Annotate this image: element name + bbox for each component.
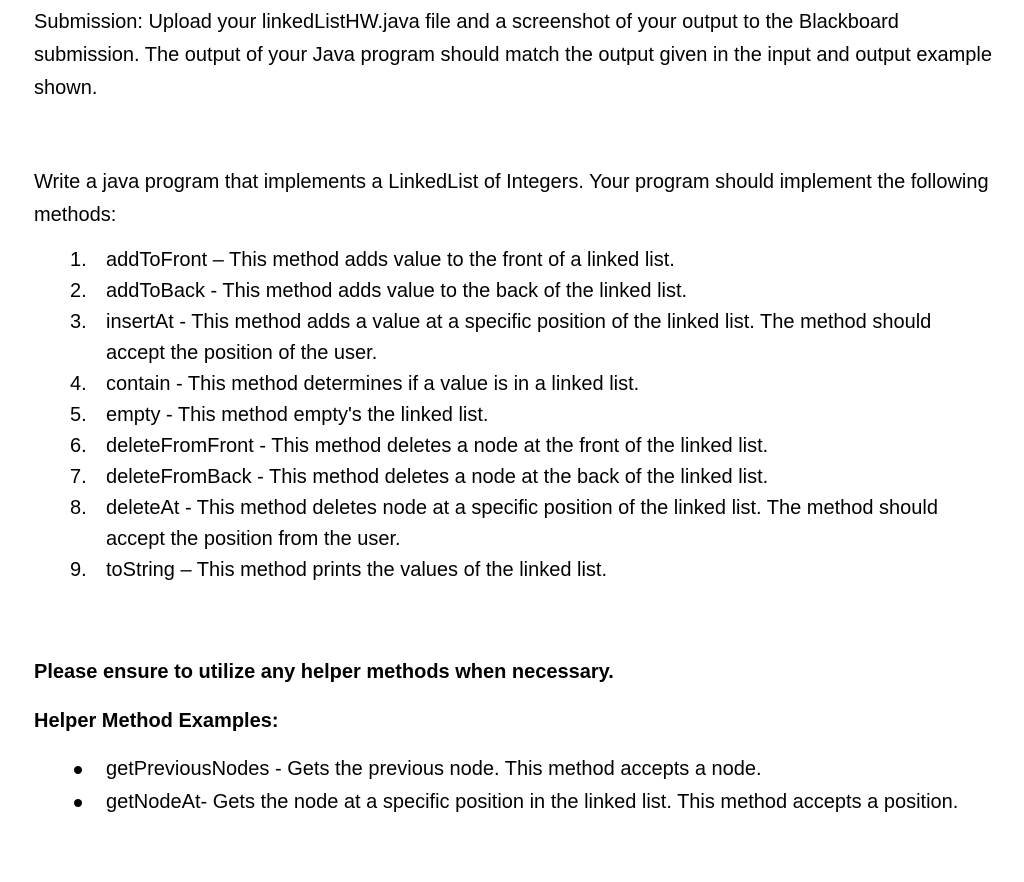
list-item	[34, 369, 984, 400]
bullet-icon	[74, 766, 82, 774]
ensure-note: Please ensure to utilize any helper methods when necessary.	[34, 661, 614, 683]
list-number: 1.	[70, 249, 87, 271]
list-item-text: empty - This method empty's the linked list.	[106, 404, 489, 426]
list-item	[34, 462, 984, 493]
list-item	[34, 555, 984, 586]
intro-paragraph: Write a java program that implements a LinkedList of Integers. Your program should implement the following methods:	[34, 171, 989, 226]
list-item	[34, 245, 984, 276]
list-item	[34, 493, 984, 555]
list-item-text: getPreviousNodes - Gets the previous node. This method accepts a node.	[106, 758, 762, 780]
list-item-text: addToFront – This method adds value to the front of a linked list.	[106, 249, 675, 271]
list-item-text: addToBack - This method adds value to the back of the linked list.	[106, 280, 688, 302]
list-item-text: toString – This method prints the values of the linked list.	[106, 559, 608, 581]
list-number: 9.	[70, 559, 87, 581]
list-item-text: deleteAt - This method deletes node at a specific position of the linked list. The method should accept the position from the user.	[106, 497, 938, 550]
list-item	[34, 400, 984, 431]
helpers-list	[34, 753, 984, 819]
list-number: 2.	[70, 280, 87, 302]
list-number: 6.	[70, 435, 87, 457]
list-number: 4.	[70, 373, 87, 395]
list-item	[34, 786, 984, 819]
helper-heading: Helper Method Examples:	[34, 710, 279, 732]
list-number: 8.	[70, 497, 87, 519]
list-item	[34, 307, 984, 369]
list-item-text: insertAt - This method adds a value at a specific position of the linked list. The method should accept the position of the user.	[106, 311, 932, 364]
list-item	[34, 753, 984, 786]
list-number: 7.	[70, 466, 87, 488]
methods-list	[34, 245, 984, 586]
submission-paragraph: Submission: Upload your linkedListHW.java file and a screenshot of your output to the Blackboard submission. The output of your Java program should match the output given in the input and output example shown.	[34, 11, 992, 99]
bullet-icon	[74, 799, 82, 807]
list-item-text: getNodeAt- Gets the node at a specific position in the linked list. This method accepts a position.	[106, 791, 959, 813]
list-item	[34, 276, 984, 307]
list-number: 3.	[70, 311, 87, 333]
list-number: 5.	[70, 404, 87, 426]
list-item-text: deleteFromFront - This method deletes a node at the front of the linked list.	[106, 435, 769, 457]
list-item	[34, 431, 984, 462]
list-item-text: contain - This method determines if a value is in a linked list.	[106, 373, 640, 395]
list-item-text: deleteFromBack - This method deletes a node at the back of the linked list.	[106, 466, 769, 488]
